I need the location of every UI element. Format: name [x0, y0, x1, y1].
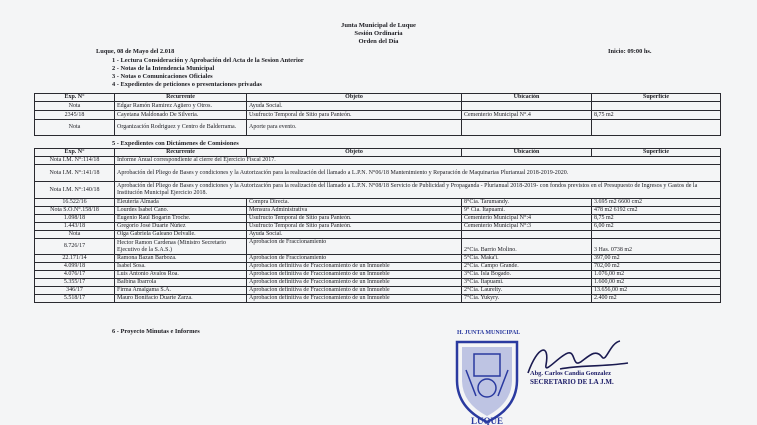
col-ubicacion: Ubicación [462, 94, 592, 102]
cell-recurrente: Mauro Bonifacio Duarte Zarza. [115, 295, 247, 303]
table-row [35, 287, 721, 295]
cell-objeto: Mensura Administrativa [247, 207, 462, 215]
cell-superficie: 2.400 m2 [592, 295, 721, 303]
cell-recurrente: Luis Antonio Avalos Roa. [115, 271, 247, 279]
doc-title: Junta Municipal de Luque [341, 22, 416, 29]
cell-recurrente: Organización Rodriguez y Centro de Balderrama. [115, 120, 247, 136]
table-row [35, 239, 721, 255]
table-row [35, 157, 721, 165]
municipal-seal-icon [452, 340, 522, 425]
cell-objeto: Aprobacion definitiva de Fraccionamiento de un Inmueble [247, 287, 462, 295]
cell-exp: Nota I.M. N°:141/18 [35, 165, 115, 182]
cell-recurrente: Olga Gabriela Galeano Delvalle. [115, 231, 247, 239]
cell-objeto: Aprobacion de Fraccionamiento [247, 255, 462, 263]
cell-objeto: Aprobacion definitiva de Fraccionamiento de un Inmueble [247, 295, 462, 303]
petitions-table [34, 93, 721, 136]
agenda-item-1: 1 - Lectura Consideración y Aprobación del Acta de la Sesion Anterior [112, 57, 304, 64]
stamp-title: H. JUNTA MUNICIPAL [457, 330, 521, 336]
cell-ubicacion: 9° Cia. Itapuami. [462, 207, 592, 215]
cell-superficie: 1.600,00 m2 [592, 279, 721, 287]
cell-ubicacion: 5°Cia. Maka'i. [462, 255, 592, 263]
col-recurrente: Recurrente [115, 94, 247, 102]
svg-text:LUQUE: LUQUE [470, 416, 504, 425]
cell-superficie: 6,00 m2 [592, 223, 721, 231]
table-row [35, 271, 721, 279]
table-row [35, 255, 721, 263]
doc-agenda-heading: Orden del Día [358, 38, 399, 45]
col-superficie: Superficie [592, 149, 721, 157]
cell-objeto: Aprobacion definitiva de Fraccionamiento de un Inmueble [247, 271, 462, 279]
cell-ubicacion: Cementerio Municipal N°.4 [462, 111, 592, 120]
cell-superficie: 3 Has. 0738 m2 [592, 239, 721, 255]
cell-description: Aprobación del Pliego de Bases y condiciones y la Autorización para la realización del llamado a L.P.N. N°06/18 Mantenimiento y Reparación de Maquinarias Plurianual 2018-2019-2020. [115, 165, 721, 182]
cell-ubicacion: 8°Cia. Tarumandy. [462, 199, 592, 207]
table-row [35, 223, 721, 231]
cell-objeto: Ayuda Social. [247, 231, 462, 239]
cell-ubicacion: Cementerio Municipal N°:3 [462, 223, 592, 231]
table-row [35, 111, 721, 120]
cell-recurrente: Ramona Bazan Barboza. [115, 255, 247, 263]
cell-ubicacion: 3°Cia. Isla Bogado. [462, 271, 592, 279]
cell-superficie: 13.656,00 m2 [592, 287, 721, 295]
cell-superficie: 702,00 m2 [592, 263, 721, 271]
table-row [35, 295, 721, 303]
cell-recurrente: Gregorio José Duarte Núñez [115, 223, 247, 231]
cell-exp: 22.171/14 [35, 255, 115, 263]
cell-superficie: 3.695 m2 6600 cm2 [592, 199, 721, 207]
cell-objeto: Aprobacion definitiva de Fraccionamiento de un Inmueble [247, 263, 462, 271]
cell-recurrente: Hector Ramon Cardenas (Ministro Secretario Ejecutivo de la S.A.S.) [115, 239, 247, 255]
agenda-item-5: 5 - Expedientes con Dictámenes de Comisiones [112, 140, 239, 147]
cell-ubicacion: 2°Cia. Laurelty. [462, 287, 592, 295]
cell-description: Informe Anual correspondiente al cierre del Ejercicio Fiscal 2017. [115, 157, 721, 165]
cell-superficie: 397,00 m2 [592, 255, 721, 263]
cell-superficie: 1.076,00 m2 [592, 271, 721, 279]
cell-recurrente: Eugenio Raúl Bogarín Troche. [115, 215, 247, 223]
cell-exp: Nota [35, 231, 115, 239]
cell-objeto: Aprobacion de Fraccionamiento [247, 239, 462, 255]
col-recurrente: Recurrente [115, 149, 247, 157]
cell-exp: 1.098/18 [35, 215, 115, 223]
table-row [35, 199, 721, 207]
cell-ubicacion [462, 102, 592, 111]
cell-exp: 4.076/17 [35, 271, 115, 279]
cell-exp: Nota [35, 120, 115, 136]
table-header-row [35, 149, 721, 157]
cell-ubicacion [462, 120, 592, 136]
cell-description: Aprobación del Pliego de Bases y condiciones y la Autorización para la realización del llamado a L.P.N. N°08/18 Servicio de Publicidad y Propaganda - Plurianual 2018-2019- con fondos previstos en el Presupuesto de Ingresos y Gastos de la Institución Municipal Ejercicio 2018. [115, 182, 721, 199]
cell-ubicacion: 2°Cia. Campo Grande. [462, 263, 592, 271]
cell-objeto: Aprobacion definitiva de Fraccionamiento de un Inmueble [247, 279, 462, 287]
cell-recurrente: Isabel Sosa. [115, 263, 247, 271]
cell-exp: Nota I.M. N°:114/18 [35, 157, 115, 165]
table-row [35, 279, 721, 287]
cell-exp: Nota I.M. N°:140/18 [35, 182, 115, 199]
cell-ubicacion: Cementerio Municipal N°:4 [462, 215, 592, 223]
cell-superficie [592, 102, 721, 111]
cell-recurrente: Firma Amalgama S.A. [115, 287, 247, 295]
cell-superficie [592, 120, 721, 136]
cell-objeto: Usufructo Temporal de Sitio para Panteón. [247, 223, 462, 231]
cell-ubicacion: 3°Cia. Itapuami. [462, 279, 592, 287]
cell-ubicacion [462, 231, 592, 239]
cell-objeto: Aporte para evento. [247, 120, 462, 136]
cell-recurrente: Lourdes Isabel Cano. [115, 207, 247, 215]
cell-superficie: 8,75 m2 [592, 111, 721, 120]
cell-recurrente: Cayetana Maldonado De Silveria. [115, 111, 247, 120]
table-row [35, 263, 721, 271]
table-row [35, 207, 721, 215]
start-time: Inicio: 09:00 hs. [608, 48, 652, 55]
cell-exp: 2345/18 [35, 111, 115, 120]
cell-objeto: Usufructo Temporal de Sitio para Panteón. [247, 215, 462, 223]
cell-ubicacion: 7°Cia. Yukyry. [462, 295, 592, 303]
cell-recurrente: Eleuteria Almada [115, 199, 247, 207]
cell-recurrente: Edgar Ramón Ramirez Agüero y Otros. [115, 102, 247, 111]
cell-objeto: Usufructo Temporal de Sitio para Panteón. [247, 111, 462, 120]
agenda-item-4: 4 - Expedientes de peticiones o presentaciones privadas [112, 81, 262, 88]
cell-exp: Nota S.O.N°.158/18 [35, 207, 115, 215]
signatory-name: Abg. Carlos Candia Gonzalez [530, 370, 611, 377]
cell-objeto: Ayuda Social. [247, 102, 462, 111]
cell-exp: 5.355/17 [35, 279, 115, 287]
cell-exp: 4.099/18 [35, 263, 115, 271]
cell-exp: 8.726/17 [35, 239, 115, 255]
cell-exp: Nota [35, 102, 115, 111]
cell-superficie: 478 m2 6192 cm2 [592, 207, 721, 215]
cell-objeto: Compra Directa. [247, 199, 462, 207]
agenda-item-2: 2 - Notas de la Intendencia Municipal [112, 65, 215, 72]
table-row [35, 215, 721, 223]
cell-exp: 5.518/17 [35, 295, 115, 303]
table-row [35, 120, 721, 136]
agenda-item-6: 6 - Proyecto Minutas e Informes [112, 328, 200, 335]
cell-superficie: 8,75 m2 [592, 215, 721, 223]
doc-subtitle: Sesión Ordinaria [354, 30, 403, 37]
agenda-item-3: 3 - Notas o Comunicaciones Oficiales [112, 73, 213, 80]
signatory-role: SECRETARIO DE LA J.M. [530, 378, 614, 386]
col-exp: Exp. N° [35, 149, 115, 157]
col-ubicacion: Ubicación [462, 149, 592, 157]
cell-ubicacion: 2°Cia. Barrio Molino. [462, 239, 592, 255]
cell-exp: 16.522/16 [35, 199, 115, 207]
table-header-row [35, 94, 721, 102]
cell-exp: 346/17 [35, 287, 115, 295]
commission-table [34, 148, 721, 303]
table-row [35, 165, 721, 182]
col-exp: Exp. N° [35, 94, 115, 102]
col-objeto: Objeto [247, 94, 462, 102]
table-row [35, 231, 721, 239]
table-row [35, 102, 721, 111]
cell-recurrente: Balbina Ibarrola [115, 279, 247, 287]
signatory-block [530, 370, 614, 386]
cell-superficie [592, 231, 721, 239]
cell-exp: 1.443/18 [35, 223, 115, 231]
col-objeto: Objeto [247, 149, 462, 157]
col-superficie: Superficie [592, 94, 721, 102]
doc-date: Luque, 08 de Mayo del 2.018 [96, 48, 175, 55]
table-row [35, 182, 721, 199]
